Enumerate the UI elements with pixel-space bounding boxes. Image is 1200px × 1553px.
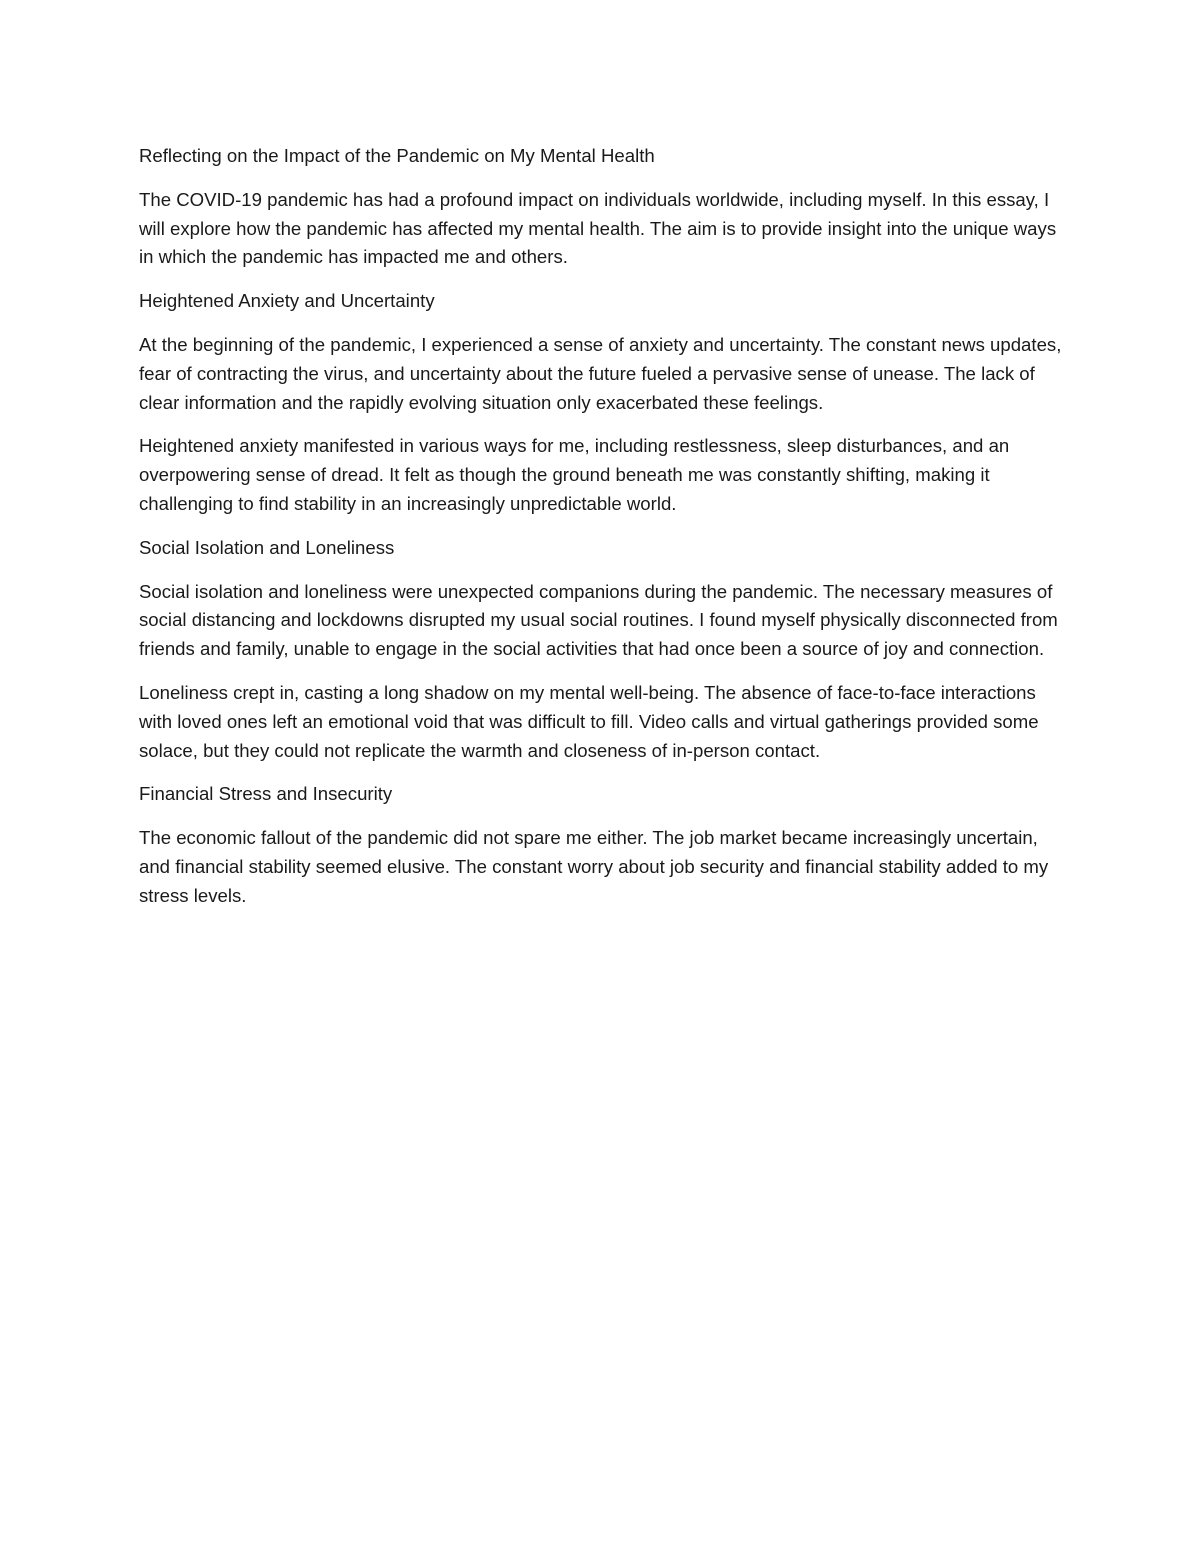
section-heading: Heightened Anxiety and Uncertainty — [139, 290, 435, 312]
document-body — [139, 142, 1069, 926]
section-heading: Social Isolation and Loneliness — [139, 536, 395, 558]
body-paragraph: Heightened anxiety manifested in various ways for me, including restlessness, sleep disturbances, and an overpowering sense of dread. It felt as though the ground beneath me was constantly shifting, making it challenging to find stability in an increasingly unpredictable world. — [139, 435, 1010, 514]
body-paragraph: The economic fallout of the pandemic did not spare me either. The job market became increasingly uncertain, and financial stability seemed elusive. The constant worry about job security and financial stability added to my stress levels. — [139, 827, 1049, 906]
intro-paragraph: The COVID-19 pandemic has had a profound impact on individuals worldwide, including myself. In this essay, I will explore how the pandemic has affected my mental health. The aim is to provide insight into the unique ways in which the pandemic has impacted me and others. — [139, 188, 1057, 268]
body-paragraph: Social isolation and loneliness were unexpected companions during the pandemic. The necessary measures of social distancing and lockdowns disrupted my usual social routines. I found myself physically disconnected from friends and family, unable to engage in the social activities that had once been a source of joy and connection. — [139, 580, 1058, 660]
body-paragraph: At the beginning of the pandemic, I experienced a sense of anxiety and uncertainty. The constant news updates, fear of contracting the virus, and uncertainty about the future fueled a pervasive sense of unease. The lack of clear information and the rapidly evolving situation only exacerbated these feelings. — [139, 333, 1062, 413]
body-paragraph: Loneliness crept in, casting a long shadow on my mental well-being. The absence of face-to-face interactions with loved ones left an emotional void that was difficult to fill. Video calls and virtual gatherings provided some solace, but they could not replicate the warmth and closeness of in-person contact. — [139, 681, 1039, 761]
document-title: Reflecting on the Impact of the Pandemic on My Mental Health — [139, 145, 655, 166]
section-heading: Financial Stress and Insecurity — [139, 783, 393, 805]
